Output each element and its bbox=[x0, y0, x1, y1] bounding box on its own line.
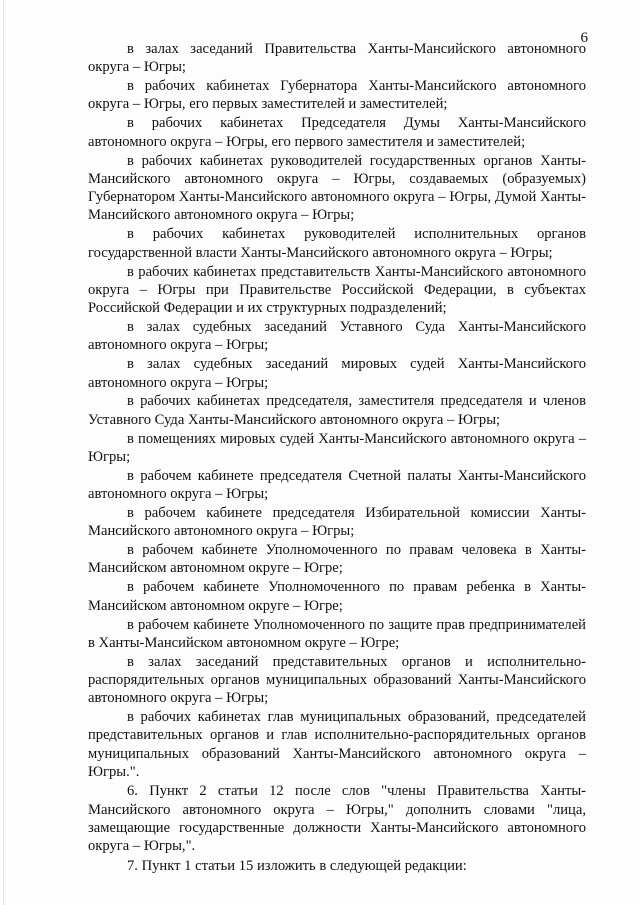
list-item: в рабочих кабинетах председателя, заместителя председателя и членов Уставного Суда Ханты-Мансийского автономного округа – Югры; bbox=[88, 393, 586, 428]
list-item: в рабочем кабинете Уполномоченного по правам ребенка в Ханты-Мансийском автономном округе – Югре; bbox=[88, 579, 586, 614]
amendment-item-6: 6. Пункт 2 статьи 12 после слов "члены Правительства Ханты-Мансийского автономного округа – Югры," дополнить словами "лица, замещающие государственные должности Ханты-Мансийского автономного округа – Югры,". bbox=[88, 783, 586, 855]
list-item: в залах заседаний представительных органов и исполнительно-распорядительных органов муниципальных образований Ханты-Мансийского автономного округа – Югры; bbox=[88, 653, 586, 707]
list-item: в помещениях мировых судей Ханты-Мансийского автономного округа – Югры; bbox=[88, 430, 586, 465]
list-item: в залах заседаний Правительства Ханты-Мансийского автономного округа – Югры; bbox=[88, 41, 586, 76]
list-item: в залах судебных заседаний мировых судей Ханты-Мансийского автономного округа – Югры; bbox=[88, 356, 586, 391]
list-item: в рабочих кабинетах руководителей государственных органов Ханты-Мансийского автономного округа – Югры, создаваемых (образуемых) Губернатором Ханты-Мансийского автономного округа – Югры, Думой Ханты-Мансийского автономного округа – Югры; bbox=[88, 152, 586, 224]
scan-edge-line bbox=[3, 0, 4, 905]
list-item: в рабочем кабинете председателя Счетной палаты Ханты-Мансийского автономного округа – Югры; bbox=[88, 467, 586, 503]
page-number: 6 bbox=[580, 30, 588, 46]
amendment-item-7: 7. Пункт 1 статьи 15 изложить в следующей редакции: bbox=[127, 857, 467, 874]
list-item: в рабочих кабинетах представительств Ханты-Мансийского автономного округа – Югры при Правительстве Российской Федерации, в субъектах Российской Федерации и их структурных подразделений; bbox=[88, 263, 586, 317]
list-item: в рабочих кабинетах Губернатора Ханты-Мансийского автономного округа – Югры, его первых заместителей и заместителей; bbox=[88, 78, 586, 113]
document-body bbox=[88, 40, 586, 875]
list-item: в рабочих кабинетах Председателя Думы Ханты-Мансийского автономного округа – Югры, его первого заместителя и заместителей; bbox=[88, 115, 586, 150]
list-item: в рабочих кабинетах руководителей исполнительных органов государственной власти Ханты-Мансийского автономного округа – Югры; bbox=[88, 226, 586, 261]
list-item: в залах судебных заседаний Уставного Суда Ханты-Мансийского автономного округа – Югры; bbox=[88, 319, 586, 354]
list-item: в рабочем кабинете председателя Избирательной комиссии Ханты-Мансийского автономного округа – Югры; bbox=[88, 504, 586, 540]
list-item: в рабочем кабинете Уполномоченного по правам человека в Ханты-Мансийском автономном округе – Югре; bbox=[88, 542, 586, 577]
list-item: в рабочих кабинетах глав муниципальных образований, председателей представительных органов и глав исполнительно-распорядительных органов муниципальных образований Ханты-Мансийского автономного округа – Югры.". bbox=[88, 709, 586, 781]
list-item: в рабочем кабинете Уполномоченного по защите прав предпринимателей в Ханты-Мансийском автономном округе – Югре; bbox=[88, 616, 586, 651]
